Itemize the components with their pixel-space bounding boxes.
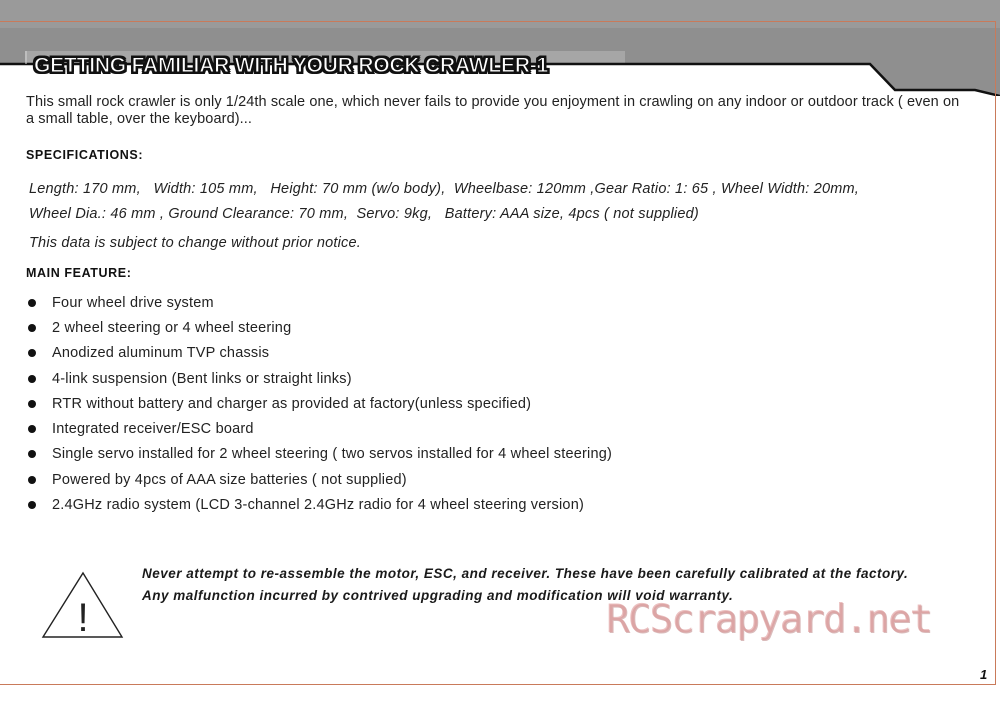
specifications-heading: SPECIFICATIONS: (26, 148, 144, 162)
feature-item (26, 442, 612, 467)
feature-item (26, 315, 612, 340)
feature-text: Single servo installed for 2 wheel steering ( two servos installed for 4 wheel steering) (52, 446, 613, 463)
warning-line: Never attempt to re-assemble the motor, ESC, and receiver. These have been carefully calibrated at the factory. (142, 566, 909, 581)
feature-item (26, 391, 612, 416)
bullet-icon (28, 375, 36, 383)
feature-item (26, 467, 612, 492)
bullet-icon (28, 425, 36, 433)
feature-text: Anodized aluminum TVP chassis (52, 345, 270, 362)
feature-text: 2 wheel steering or 4 wheel steering (52, 319, 292, 336)
bullet-icon (28, 400, 36, 408)
feature-text: Four wheel drive system (52, 294, 214, 311)
warning-symbol: ! (77, 596, 89, 640)
warning-line: Any malfunction incurred by contrived upgrading and modification will void warranty. (142, 588, 734, 603)
bullet-icon (28, 476, 36, 484)
header-band (0, 0, 1000, 96)
bullet-icon (28, 501, 36, 509)
feature-text: 4-link suspension (Bent links or straight links) (52, 370, 352, 387)
main-feature-heading: MAIN FEATURE: (26, 266, 132, 280)
page-number: 1 (980, 667, 988, 682)
feature-item (26, 416, 612, 441)
bullet-icon (28, 299, 36, 307)
feature-item (26, 341, 612, 366)
feature-list (26, 290, 612, 518)
specifications-line: Length: 170 mm, Width: 105 mm, Height: 70 mm (w/o body), Wheelbase: 120mm ,Gear Ratio: 1: 65 , Wheel Width: 20mm, (29, 181, 860, 197)
intro-paragraph: This small rock crawler is only 1/24th scale one, which never fails to provide you enjoyment in crawling on any indoor or outdoor track ( even on a small table, over the keyboard)... (26, 94, 960, 127)
specifications-line: Wheel Dia.: 46 mm , Ground Clearance: 70 mm, Servo: 9kg, Battery: AAA size, 4pcs ( not supplied) (29, 206, 699, 222)
watermark: RCScrapyard.net (606, 597, 932, 642)
page-title: GETTING FAMILIAR WITH YOUR ROCK CRAWLER-1 (34, 54, 549, 77)
bullet-icon (28, 349, 36, 357)
feature-text: Integrated receiver/ESC board (52, 421, 254, 438)
bullet-icon (28, 450, 36, 458)
feature-item (26, 492, 612, 517)
warning-triangle-icon (40, 570, 126, 640)
feature-item (26, 366, 612, 391)
specifications-text (29, 177, 969, 227)
feature-text: Powered by 4pcs of AAA size batteries ( not supplied) (52, 471, 407, 488)
bullet-icon (28, 324, 36, 332)
feature-text: 2.4GHz radio system (LCD 3-channel 2.4GHz radio for 4 wheel steering version) (52, 497, 584, 514)
feature-text: RTR without battery and charger as provided at factory(unless specified) (52, 395, 532, 412)
change-notice: This data is subject to change without prior notice. (29, 235, 361, 251)
feature-item (26, 290, 612, 315)
